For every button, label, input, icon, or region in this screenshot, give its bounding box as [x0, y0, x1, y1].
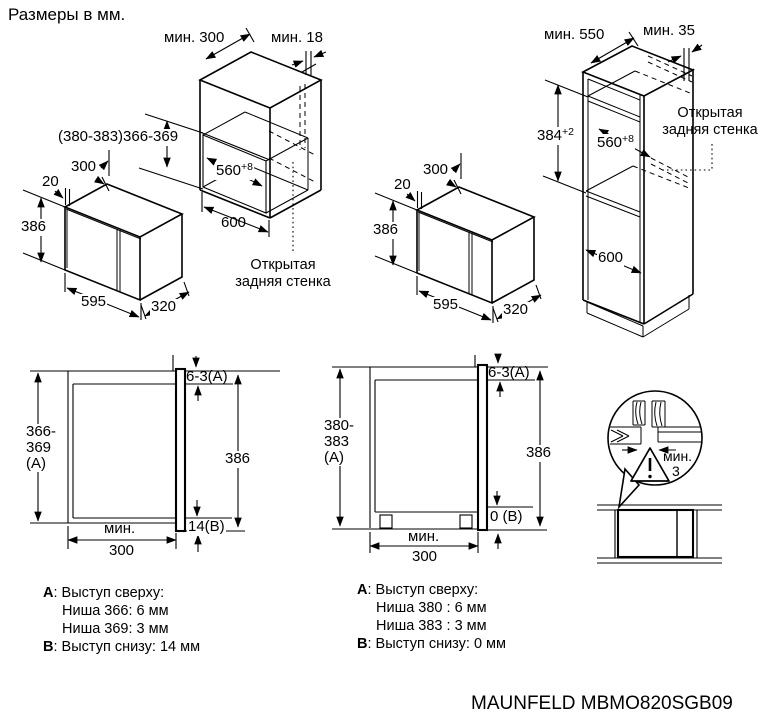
tall-cabinet-open-back-note: Открытая задняя стенка: [662, 105, 758, 139]
notes-right: [357, 581, 506, 653]
oven-left-height-dim: 386: [21, 218, 47, 235]
oven-left-top-clearance-dim: 300: [71, 158, 97, 175]
wall-cabinet-width-dim: 600: [221, 214, 247, 231]
detail-min-gap-value: 3: [672, 463, 680, 479]
section-right-oven-height-dim: 386: [526, 444, 552, 461]
section-right-min-depth-label: мин.: [408, 528, 440, 545]
wall-cabinet-niche-height-dim: (380-383)366-369: [58, 128, 179, 145]
section-left-bottom-gap-dim: 14(B): [188, 518, 225, 535]
oven-left-depth-dim: 320: [151, 298, 177, 315]
notes-left: [43, 584, 200, 656]
section-right-min-depth-value: 300: [412, 548, 438, 565]
note-line: B: Выступ снизу: 0 мм: [357, 636, 506, 652]
oven-right-front-gap-dim: 20: [394, 176, 411, 193]
note-line: Ниша 366: 6 мм: [62, 603, 169, 619]
wall-cabinet-min-rear-gap-dim: мин. 18: [271, 29, 323, 46]
detail-callout-drawing: [597, 391, 722, 563]
wall-cabinet-open-back-note: Открытая задняя стенка: [235, 257, 331, 291]
note-line: Ниша 380 : 6 мм: [376, 600, 487, 616]
section-right-bottom-gap-dim: 0 (B): [490, 508, 523, 525]
section-left-oven-height-dim: 386: [225, 450, 251, 467]
tall-cabinet-niche-height-dim: $384^{+2}$: [537, 126, 575, 144]
note-line: B: Выступ снизу: 14 мм: [43, 639, 201, 655]
page-title: Размеры в мм.: [8, 5, 126, 24]
oven-left-front-gap-dim: 20: [42, 173, 59, 190]
section-left-min-depth-label: мин.: [104, 520, 136, 537]
oven-left-width-dim: 595: [81, 293, 107, 310]
section-left-min-depth-value: 300: [109, 542, 135, 559]
section-right-top-gap-dim: 6-3(A): [488, 364, 530, 381]
oven-right-width-dim: 595: [433, 296, 459, 313]
oven-right-depth-dim: 320: [503, 301, 529, 318]
niche-front-mini-drawing: [597, 505, 722, 563]
tall-cabinet-width-dim: 600: [598, 249, 624, 266]
note-line: A: Выступ сверху:: [43, 585, 165, 601]
note-line: A: Выступ сверху:: [357, 582, 479, 598]
note-line: Ниша 383 : 3 мм: [376, 618, 487, 634]
brand-model-label: MAUNFELD MBMO820SGB09: [471, 693, 733, 714]
tall-cabinet-drawing: [543, 32, 712, 337]
section-right-niche-height-dim: 380- 383 (A): [324, 417, 355, 466]
wood-joint-detail: [610, 401, 701, 450]
detail-min-gap-label: мин.: [663, 448, 693, 464]
wall-cabinet-min-top-depth-dim: мин. 300: [164, 29, 225, 46]
tall-cabinet-min-top-depth-dim: мин. 550: [544, 26, 605, 43]
wall-cabinet-depth-dim: $560^{+8}$: [216, 161, 254, 179]
section-left-niche-height-dim: 366- 369 (A): [26, 423, 57, 472]
oven-right-height-dim: 386: [373, 221, 399, 238]
oven-right-top-clearance-dim: 300: [423, 161, 449, 178]
section-left-top-gap-dim: 6-3(A): [186, 368, 228, 385]
tall-cabinet-min-rear-gap-dim: мин. 35: [643, 22, 695, 39]
note-line: Ниша 369: 3 мм: [62, 621, 169, 637]
tall-cabinet-depth-dim: $560^{+8}$: [597, 133, 635, 151]
